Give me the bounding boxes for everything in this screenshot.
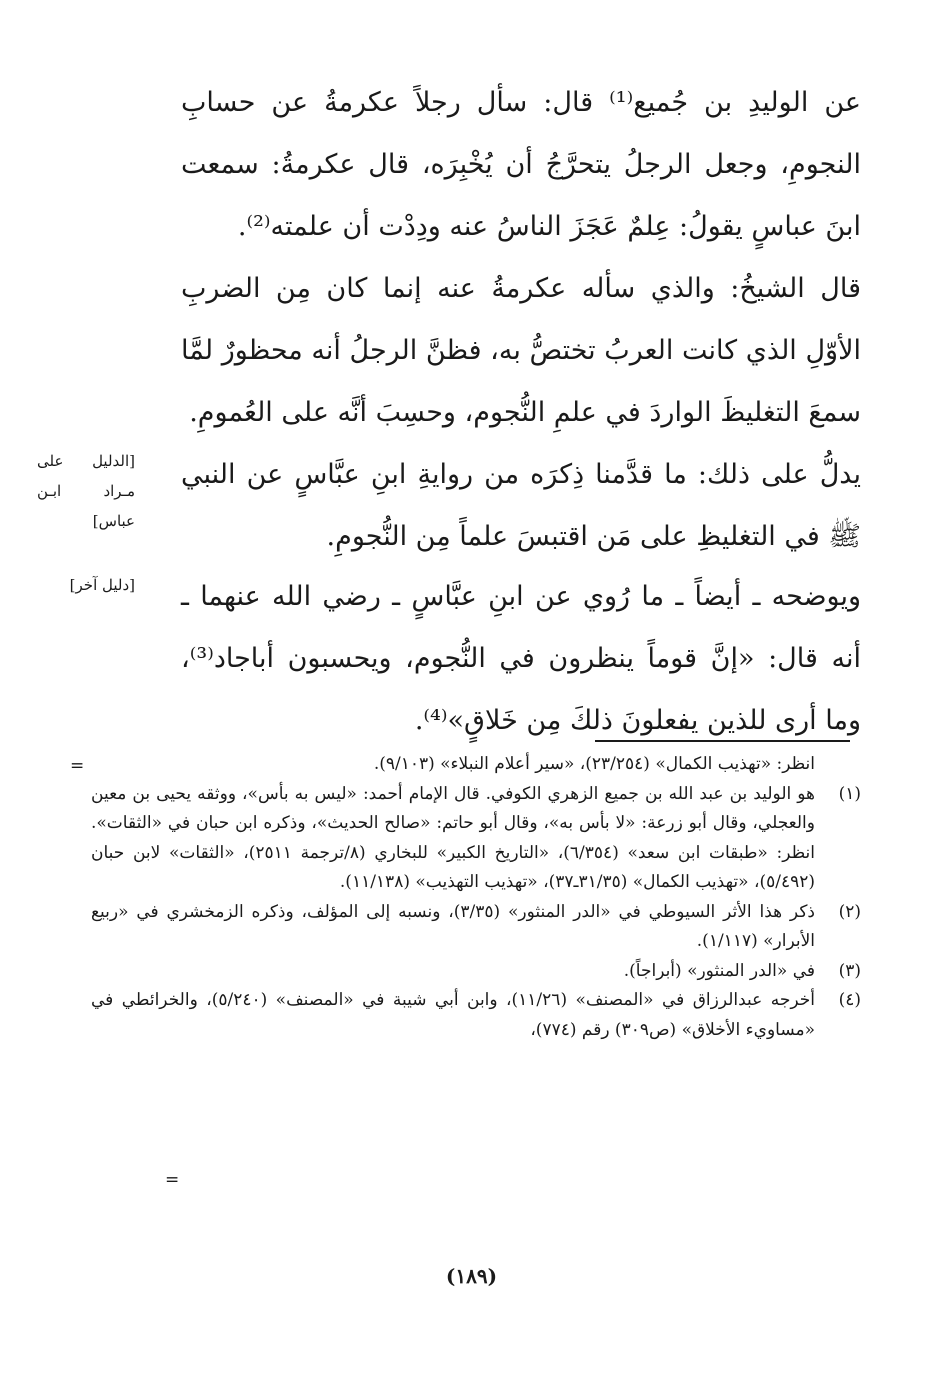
footnote-text: هو الوليد بن عبد الله بن جميع الزهري الكوفي. قال الإمام أحمد: «ليس به بأس»، ووثقه يحيى بن معين والعجلي، وقال أبو زرعة: «لا بأس به»، وقال أبو حاتم: «صالح الحديث»، وذكره ابن حبان في «الثقات». انظر: «طبقات ابن سعد» (٦/٣٥٤)، «التاريخ الكبير» للبخاري (٨/ترجمة ٢٥١١)، «الثقات» لابن حبان (٥/٤٩٢)، «تهذيب الكمال» (٣١/٣٥ـ٣٧)، «تهذيب التهذيب» (١١/١٣٨). — [91, 783, 815, 892]
body-paragraph-2: قال الشيخُ: والذي سأله عكرمةُ عنه إنما كان مِن الضربِ الأوّلِ الذي كانت العربُ تختصُّ به، فظنَّ الرجلُ أنه محظورٌ لمَّا سمعَ التغليظَ الواردَ في علمِ النُّجوم، وحسِبَ أنَّه على العُمومِ. — [181, 273, 861, 428]
footnote-2 — [91, 898, 861, 957]
footnote-text: في «الدر المنثور» (أبراجاً). — [623, 960, 815, 981]
footnotes-list — [91, 750, 861, 1045]
page-number: (١٨٩) — [445, 1264, 498, 1288]
footnote-1 — [91, 780, 861, 898]
margin-note-another-evidence: [دليل آخر] — [69, 576, 135, 594]
footnote-3 — [91, 957, 861, 987]
footnote-4 — [91, 986, 861, 1045]
footnote-number: (٤) — [838, 990, 861, 1010]
footnote-text: ذكر هذا الأثر السيوطي في «الدر المنثور» (٣/٣٥)، ونسبه إلى المؤلف، وذكره الزمخشري في «ربيع الأبرار» (١/١١٧). — [91, 901, 815, 951]
footnote-end-mark: = — [165, 1170, 180, 1190]
footnote-continuation — [91, 750, 861, 780]
body-paragraph-3: يدلُّ على ذلك: ما قدَّمنا ذِكرَه من روايةِ ابنِ عبَّاسٍ عن النبي ﷺ في التغليظِ على مَن اقتبسَ علماً مِن النُّجومِ. — [181, 459, 861, 552]
margin-note-evidence: [الدليل على مـراد ابـن عباس] — [37, 452, 135, 530]
footnote-text: أخرجه عبدالرزاق في «المصنف» (١١/٢٦)، وابن أبي شيبة في «المصنف» (٥/٢٤٠)، والخرائطي في «مساويء الأخلاق» (ص٣٠٩) رقم (٧٧٤)، — [91, 990, 815, 1040]
footnote-number: (٣) — [838, 960, 861, 981]
body-paragraph-4: ويوضحه ـ أيضاً ـ ما رُوي عن ابنِ عبَّاسٍ ـ رضي الله عنهما ـ أنه قال: «إنَّ قوماً ينظرون في النُّجوم، ويحسبون أباجاد⁽³⁾، وما أرى للذين يفعلونَ ذلكَ مِن خَلاقٍ»⁽⁴⁾. — [181, 581, 861, 736]
body-paragraph-1: عن الوليدِ بن جُميع⁽¹⁾ قال: سأل رجلاً عكرمةُ عن حسابِ النجومِ، وجعل الرجلُ يتحرَّجُ أن يُخْبِرَه، قال عكرمةُ: سمعت ابنَ عباسٍ يقولُ: عِلمٌ عَجَزَ الناسُ عنه ودِدْت أن علمته⁽²⁾. — [181, 87, 861, 242]
footnote-number: (١) — [838, 783, 861, 804]
footnote-separator — [595, 740, 850, 742]
footnote-continuation-mark: = — [70, 756, 85, 776]
footnote-number: (٢) — [838, 901, 861, 922]
footnote-text: انظر: «تهذيب الكمال» (٢٣/٢٥٤)، «سير أعلام النبلاء» (٩/١٠٣). — [373, 754, 815, 774]
